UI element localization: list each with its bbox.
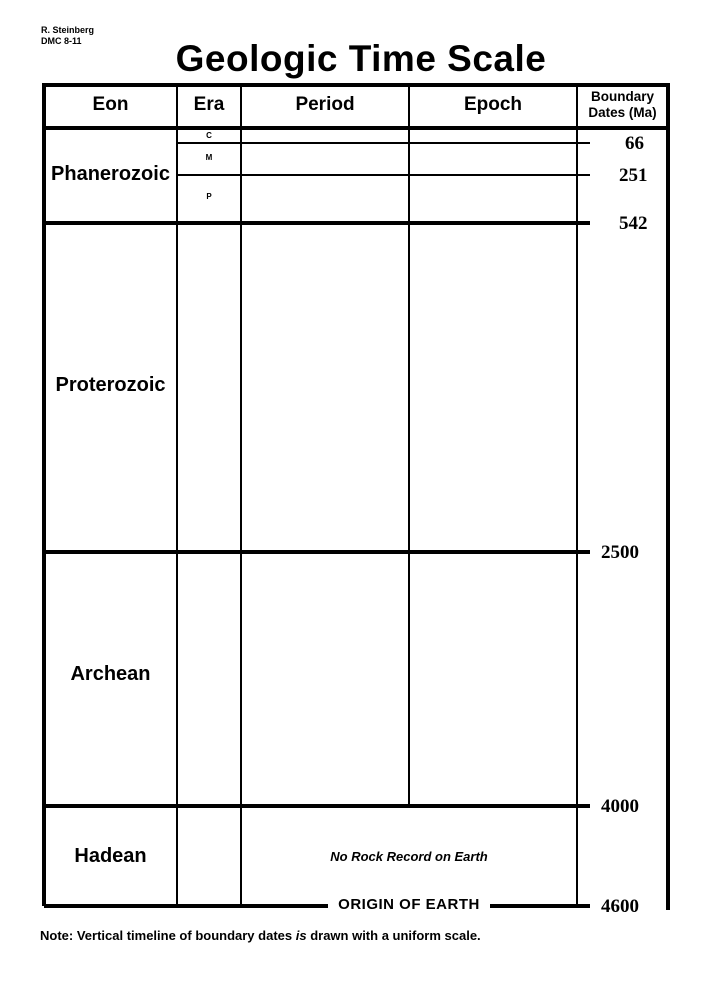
footnote-text-before: Note: Vertical timeline of boundary dates xyxy=(40,928,296,943)
origin-label-wrap xyxy=(241,896,577,914)
boundary-date-251: 251 xyxy=(616,165,651,187)
boundary-date-4000: 4000 xyxy=(598,796,642,818)
boundary-date-66: 66 xyxy=(622,133,647,155)
page-title: Geologic Time Scale xyxy=(175,38,547,79)
footnote-emphasis: is xyxy=(295,928,307,943)
era-mesozoic: M xyxy=(205,153,213,162)
boundary-date-2500: 2500 xyxy=(598,542,642,564)
eon-hadean: Hadean xyxy=(74,845,147,867)
header-epoch: Epoch xyxy=(463,94,523,115)
header-boundary-dates xyxy=(577,89,668,121)
header-period: Period xyxy=(295,94,355,115)
author-code: DMC 8-11 xyxy=(41,36,82,46)
hadean-no-rock-record: No Rock Record on Earth xyxy=(330,849,488,864)
eon-proterozoic: Proterozoic xyxy=(55,374,166,396)
eon-phanerozoic: Phanerozoic xyxy=(51,163,170,185)
eon-archean: Archean xyxy=(70,663,151,685)
header-boundary-line1: Boundary xyxy=(590,89,654,104)
era-cenozoic: C xyxy=(206,131,212,140)
footnote xyxy=(40,928,481,943)
header-eon: Eon xyxy=(92,94,129,115)
footnote-text-after: drawn with a uniform scale. xyxy=(306,928,481,943)
header-era: Era xyxy=(193,94,225,115)
header-boundary-line2: Dates (Ma) xyxy=(588,105,657,120)
origin-of-earth-label: ORIGIN OF EARTH xyxy=(328,896,490,913)
boundary-date-542: 542 xyxy=(616,213,651,235)
author-name: R. Steinberg xyxy=(41,25,95,35)
boundary-date-4600: 4600 xyxy=(598,896,642,918)
era-paleozoic: P xyxy=(206,192,212,201)
